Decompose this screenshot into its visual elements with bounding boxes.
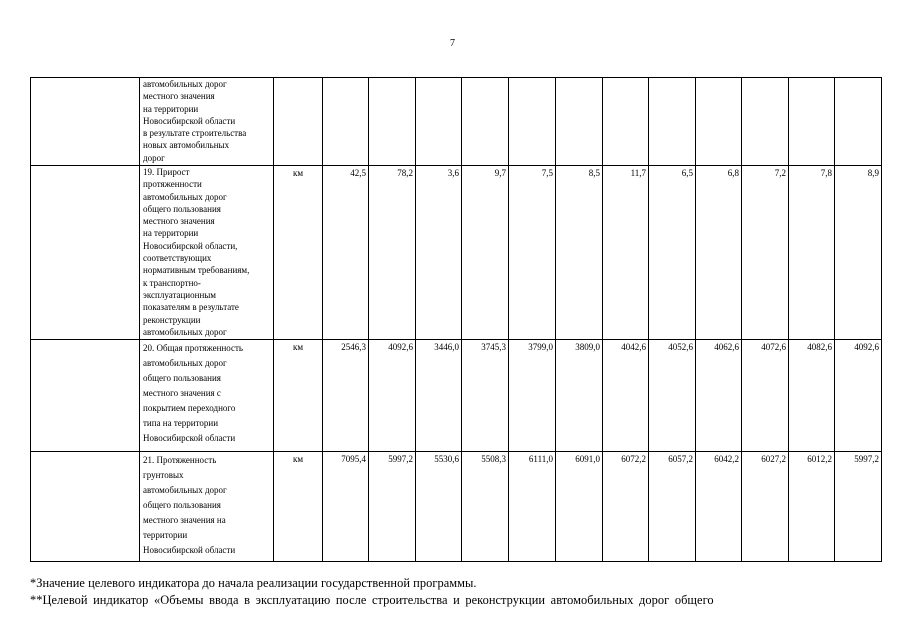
value-cell: 5997,2 bbox=[369, 452, 416, 562]
value-cell bbox=[789, 78, 835, 166]
value-cell: 6,5 bbox=[649, 166, 696, 340]
value-cell: 7,5 bbox=[509, 166, 556, 340]
value-cell: 78,2 bbox=[369, 166, 416, 340]
indicator-name-line: на территории bbox=[143, 228, 199, 239]
value-cell bbox=[603, 78, 649, 166]
indicator-name-cell bbox=[140, 78, 274, 166]
unit-cell bbox=[274, 78, 323, 166]
value-cell: 3799,0 bbox=[509, 340, 556, 452]
indicator-name-line: реконструкции bbox=[143, 314, 201, 325]
value-cell bbox=[323, 78, 369, 166]
indicator-name-line: на территории bbox=[143, 103, 199, 114]
indicator-name-line: автомобильных дорог bbox=[143, 485, 227, 495]
value-cell bbox=[462, 78, 509, 166]
value-cell: 2546,3 bbox=[323, 340, 369, 452]
value-cell bbox=[742, 78, 789, 166]
value-cell: 3745,3 bbox=[462, 340, 509, 452]
indicator-name-line: нормативным требованиям, bbox=[143, 265, 250, 276]
indicator-name-line: территории bbox=[143, 530, 188, 540]
indicator-name-line: Новосибирской области, bbox=[143, 240, 238, 251]
indicator-name-line: эксплуатационным bbox=[143, 289, 217, 300]
value-cell: 4092,6 bbox=[369, 340, 416, 452]
indicator-name-line: автомобильных дорог bbox=[143, 358, 227, 368]
indicator-table bbox=[30, 77, 882, 562]
value-cell: 6012,2 bbox=[789, 452, 835, 562]
value-cell bbox=[509, 78, 556, 166]
blank-cell bbox=[31, 340, 140, 452]
value-cell bbox=[416, 78, 462, 166]
indicator-name-line: местного значения bbox=[143, 216, 215, 227]
blank-cell bbox=[31, 78, 140, 166]
value-cell: 4062,6 bbox=[696, 340, 742, 452]
indicator-name-cell bbox=[140, 340, 274, 452]
blank-cell bbox=[31, 452, 140, 562]
indicator-name-line: новых автомобильных bbox=[143, 140, 230, 151]
value-cell: 8,9 bbox=[835, 166, 882, 340]
value-cell: 7095,4 bbox=[323, 452, 369, 562]
indicator-name-line: в результате строительства bbox=[143, 128, 247, 139]
indicator-name-line: покрытием переходного bbox=[143, 403, 236, 413]
unit-cell: км bbox=[274, 452, 323, 562]
indicator-name-line: общего пользования bbox=[143, 373, 221, 383]
value-cell: 3446,0 bbox=[416, 340, 462, 452]
indicator-name-line: соответствующих bbox=[143, 253, 212, 264]
table-row bbox=[31, 78, 882, 166]
value-cell: 6091,0 bbox=[556, 452, 603, 562]
value-cell: 4072,6 bbox=[742, 340, 789, 452]
value-cell: 4052,6 bbox=[649, 340, 696, 452]
value-cell bbox=[696, 78, 742, 166]
value-cell: 42,5 bbox=[323, 166, 369, 340]
indicator-name-line: автомобильных дорог bbox=[143, 326, 227, 337]
indicator-name-cell bbox=[140, 166, 274, 340]
page-number: 7 bbox=[450, 38, 455, 49]
value-cell: 7,8 bbox=[789, 166, 835, 340]
value-cell: 3,6 bbox=[416, 166, 462, 340]
value-cell: 5508,3 bbox=[462, 452, 509, 562]
value-cell bbox=[556, 78, 603, 166]
value-cell: 6072,2 bbox=[603, 452, 649, 562]
indicator-name-line: местного значения с bbox=[143, 388, 221, 398]
indicator-name-line: общего пользования bbox=[143, 500, 221, 510]
value-cell: 6111,0 bbox=[509, 452, 556, 562]
value-cell: 8,5 bbox=[556, 166, 603, 340]
unit-cell: км bbox=[274, 340, 323, 452]
table-row bbox=[31, 340, 882, 452]
indicator-name-line: местного значения на bbox=[143, 515, 226, 525]
value-cell: 7,2 bbox=[742, 166, 789, 340]
indicator-name-line: Новосибирской области bbox=[143, 433, 236, 443]
indicator-name-line: 19. Прирост bbox=[143, 167, 190, 177]
indicator-name-line: к транспортно- bbox=[143, 277, 201, 288]
indicator-name-line: дорог bbox=[143, 152, 165, 163]
indicator-name-line: показателям в результате bbox=[143, 302, 239, 313]
value-cell: 5530,6 bbox=[416, 452, 462, 562]
value-cell: 5997,2 bbox=[835, 452, 882, 562]
blank-cell bbox=[31, 166, 140, 340]
table-body bbox=[31, 78, 882, 562]
indicator-name-line: автомобильных дорог bbox=[143, 191, 227, 202]
footnote-2: **Целевой индикатор «Объемы ввода в эксплуатацию после строительства и реконструкции автомобильных дорог общего bbox=[30, 593, 714, 607]
indicator-name-line: грунтовых bbox=[143, 470, 184, 480]
value-cell: 4082,6 bbox=[789, 340, 835, 452]
value-cell: 3809,0 bbox=[556, 340, 603, 452]
value-cell: 6,8 bbox=[696, 166, 742, 340]
value-cell bbox=[835, 78, 882, 166]
indicator-name-line: общего пользования bbox=[143, 203, 221, 214]
unit-cell: км bbox=[274, 166, 323, 340]
table-row bbox=[31, 166, 882, 340]
indicator-name-line: 20. Общая протяженность bbox=[143, 343, 244, 353]
value-cell: 4042,6 bbox=[603, 340, 649, 452]
indicator-name-line: протяженности bbox=[143, 179, 202, 190]
table-row bbox=[31, 452, 882, 562]
indicator-name-line: типа на территории bbox=[143, 418, 219, 428]
indicator-name-line: местного значения bbox=[143, 91, 215, 102]
value-cell bbox=[369, 78, 416, 166]
value-cell: 9,7 bbox=[462, 166, 509, 340]
footnote-1: *Значение целевого индикатора до начала реализации государственной программы. bbox=[30, 576, 477, 590]
value-cell: 6042,2 bbox=[696, 452, 742, 562]
value-cell: 6057,2 bbox=[649, 452, 696, 562]
value-cell: 4092,6 bbox=[835, 340, 882, 452]
value-cell: 11,7 bbox=[603, 166, 649, 340]
indicator-name-line: автомобильных дорог bbox=[143, 79, 227, 89]
indicator-name-line: Новосибирской области bbox=[143, 115, 236, 126]
indicator-name-line: 21. Протяженность bbox=[143, 455, 217, 465]
value-cell: 6027,2 bbox=[742, 452, 789, 562]
indicator-name-line: Новосибирской области bbox=[143, 545, 236, 555]
indicator-name-cell bbox=[140, 452, 274, 562]
value-cell bbox=[649, 78, 696, 166]
